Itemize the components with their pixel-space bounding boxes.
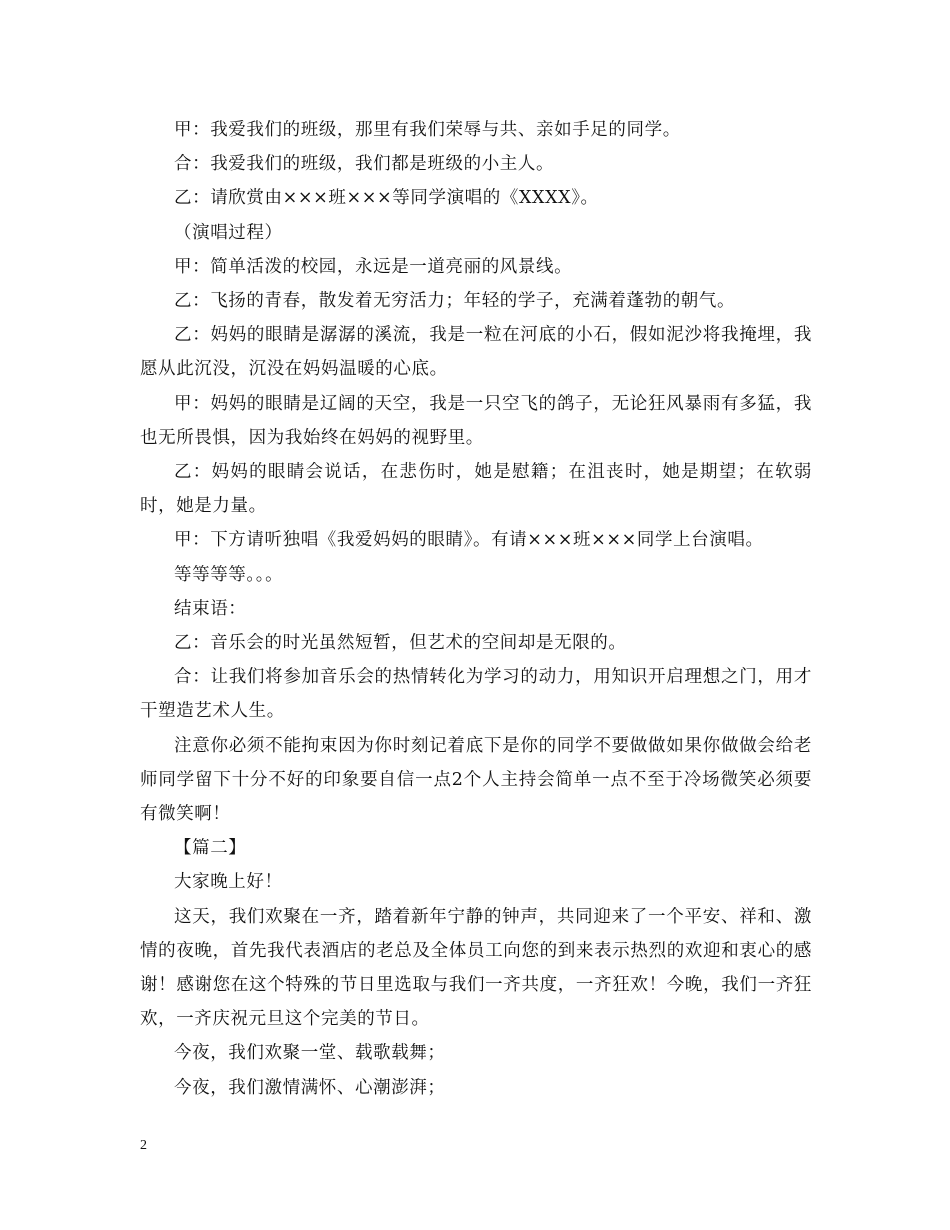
- section-heading: 【篇二】: [174, 838, 247, 859]
- document-body: [140, 113, 812, 1105]
- paragraph: 甲：妈妈的眼睛是辽阔的天空，我是一只空飞的鸽子，无论狂风暴雨有多猛，我也无所畏惧，因为我始终在妈妈的视野里。: [140, 393, 812, 448]
- paragraph: 结束语：: [174, 598, 247, 619]
- paragraph: 这天，我们欢聚在一齐，踏着新年宁静的钟声，共同迎来了一个平安、祥和、激情的夜晚，首先我代表酒店的老总及全体员工向您的到来表示热烈的欢迎和衷心的感谢！感谢您在这个特殊的节日里选取与我们一齐共度，一齐狂欢！今晚，我们一齐狂欢，一齐庆祝元旦这个完美的节日。: [140, 906, 812, 1030]
- paragraph: 甲：我爱我们的班级，那里有我们荣辱与共、亲如手足的同学。: [174, 120, 681, 140]
- paragraph: 合：我爱我们的班级，我们都是班级的小主人。: [174, 154, 555, 175]
- paragraph: 甲：下方请听独唱《我爱妈妈的眼睛》。有请×××班×××同学上台演唱。: [174, 530, 764, 551]
- paragraph: 乙：请欣赏由×××班×××等同学演唱的《XXXX》。: [174, 188, 599, 209]
- paragraph: 等等等等。。。: [174, 564, 284, 585]
- paragraph: 大家晚上好！: [174, 872, 283, 893]
- paragraph: 乙：妈妈的眼睛是潺潺的溪流，我是一粒在河底的小石，假如泥沙将我掩埋，我愿从此沉没，沉没在妈妈温暖的心底。: [140, 325, 812, 380]
- paragraph: 乙：飞扬的青春，散发着无穷活力；年轻的学子，充满着蓬勃的朝气。: [174, 291, 736, 312]
- page-number: 2: [140, 1138, 147, 1153]
- paragraph: 注意你必须不能拘束因为你时刻记着底下是你的同学不要做做如果你做做会给老师同学留下十分不好的印象要自信一点2个人主持会简单一点不至于冷场微笑必须要有微笑啊！: [140, 735, 812, 825]
- paragraph: 甲：简单活泼的校园，永远是一道亮丽的风景线。: [174, 256, 573, 277]
- paragraph: （演唱过程）: [174, 222, 283, 243]
- paragraph: 今夜，我们欢聚一堂、载歌载舞；: [174, 1043, 446, 1064]
- paragraph: 合：让我们将参加音乐会的热情转化为学习的动力，用知识开启理想之门，用才干塑造艺术人生。: [140, 667, 812, 722]
- paragraph: 乙：音乐会的时光虽然短暂，但艺术的空间却是无限的。: [174, 633, 627, 654]
- paragraph: 今夜，我们激情满怀、心潮澎湃；: [174, 1077, 446, 1098]
- paragraph: 乙：妈妈的眼睛会说话，在悲伤时，她是慰籍；在沮丧时，她是期望；在软弱时，她是力量。: [140, 462, 812, 517]
